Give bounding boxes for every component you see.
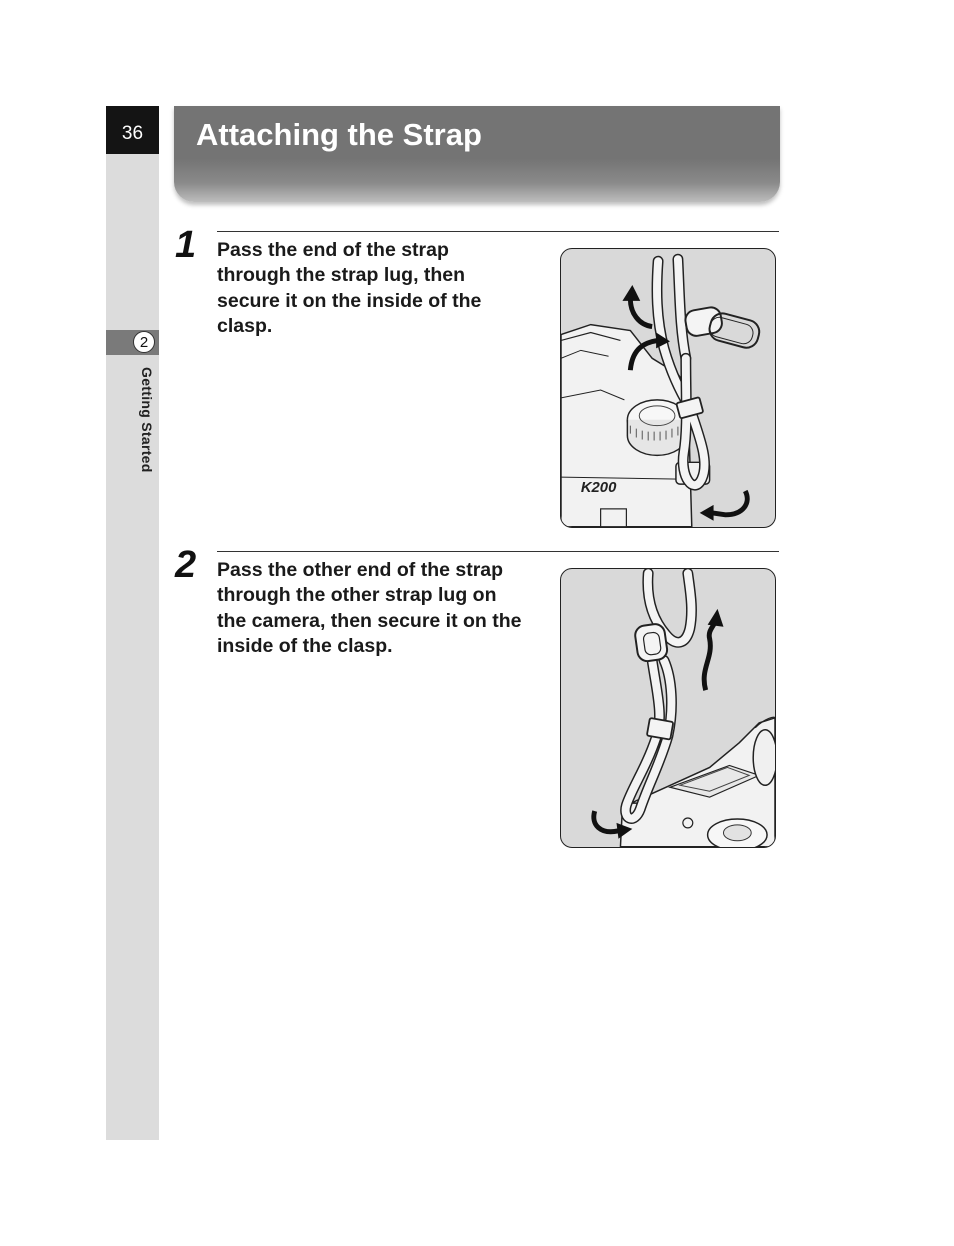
step-1-rule	[217, 231, 779, 232]
camera-model-label: K200	[580, 480, 617, 497]
step-1-number: 1	[175, 224, 197, 266]
page-title: Attaching the Strap	[196, 117, 482, 152]
step-2-text: Pass the other end of the strap through the other strap lug on the camera, then secure it on the inside of the clasp.	[217, 559, 522, 657]
chapter-label: Getting Started	[139, 367, 155, 473]
step-2-number: 2	[175, 544, 197, 586]
page-number: 36	[106, 106, 159, 154]
camera-strap-lug-illustration-icon	[560, 248, 776, 528]
camera-strap-other-lug-illustration-icon	[560, 568, 776, 848]
step-2-rule	[217, 551, 779, 552]
side-band	[106, 106, 159, 1140]
step-1-text: Pass the end of the strap through the strap lug, then secure it on the inside of the clasp.	[217, 239, 482, 337]
chapter-number: 2	[133, 331, 155, 353]
